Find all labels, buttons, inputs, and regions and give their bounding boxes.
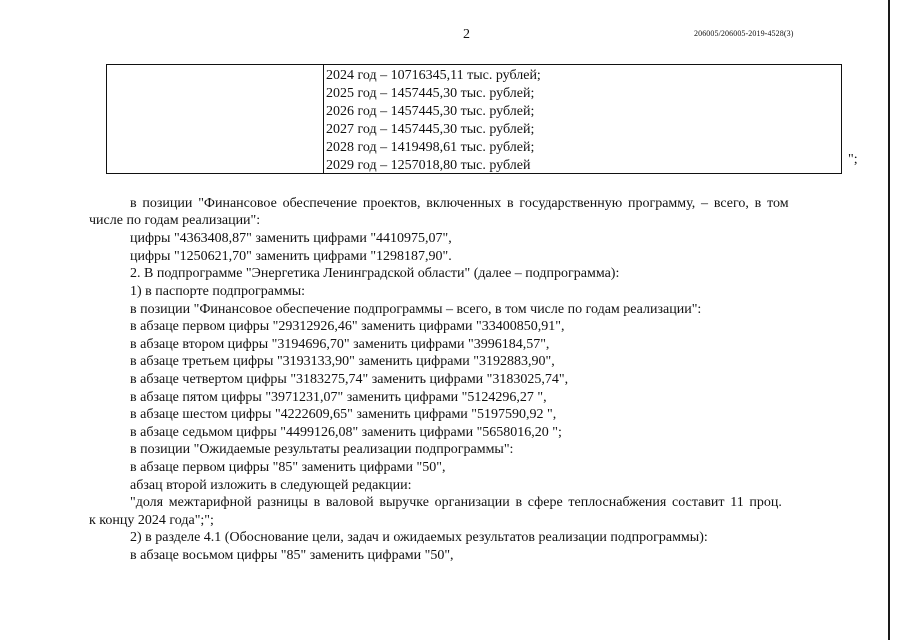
body-line: числе по годам реализации": bbox=[89, 213, 261, 228]
table-row: 2026 год – 1457445,30 тыс. рублей; bbox=[326, 104, 535, 119]
body-line: абзац второй изложить в следующей редакции: bbox=[130, 478, 412, 493]
body-line: в абзаце восьмом цифры "85" заменить цифрами "50", bbox=[130, 548, 454, 563]
body-line: в абзаце третьем цифры "3193133,90" заменить цифрами "3192883,90", bbox=[130, 354, 555, 369]
table-row: 2025 год – 1457445,30 тыс. рублей; bbox=[326, 86, 535, 101]
body-line: в абзаце втором цифры "3194696,70" заменить цифрами "3996184,57", bbox=[130, 337, 550, 352]
body-line: в абзаце седьмом цифры "4499126,08" заменить цифрами "5658016,20 "; bbox=[130, 425, 562, 440]
budget-table bbox=[106, 64, 842, 174]
body-line: 2. В подпрограмме "Энергетика Ленинградской области" (далее – подпрограмма): bbox=[130, 266, 620, 281]
body-line: в абзаце шестом цифры "4222609,65" заменить цифрами "5197590,92 ", bbox=[130, 407, 557, 422]
body-line: "доля межтарифной разницы в валовой выручке организации в сфере теплоснабжения составит 11 проц. bbox=[130, 495, 782, 510]
table-row: 2028 год – 1419498,61 тыс. рублей; bbox=[326, 140, 535, 155]
table-row: 2029 год – 1257018,80 тыс. рублей bbox=[326, 158, 531, 173]
table-right-cell bbox=[326, 67, 541, 175]
page-number: 2 bbox=[463, 27, 470, 42]
table-row: 2024 год – 10716345,11 тыс. рублей; bbox=[326, 68, 541, 83]
body-line: к концу 2024 года";"; bbox=[89, 513, 214, 528]
body-line: в абзаце пятом цифры "3971231,07" заменить цифрами "5124296,27 ", bbox=[130, 390, 547, 405]
body-line: цифры "1250621,70" заменить цифрами "1298187,90". bbox=[130, 249, 452, 264]
document-code: 206005/206005-2019-4528(3) bbox=[694, 29, 794, 38]
body-line: 1) в паспорте подпрограммы: bbox=[130, 284, 306, 299]
body-line: в абзаце четвертом цифры "3183275,74" заменить цифрами "3183025,74", bbox=[130, 372, 569, 387]
body-line: в позиции "Финансовое обеспечение подпрограммы – всего, в том числе по годам реализации": bbox=[130, 302, 702, 317]
body-line: в позиции "Финансовое обеспечение проектов, включенных в государственную программу, – всего, в том bbox=[130, 196, 789, 211]
page-edge-line bbox=[888, 0, 890, 640]
table-left-cell bbox=[107, 65, 324, 173]
table-row: 2027 год – 1457445,30 тыс. рублей; bbox=[326, 122, 535, 137]
table-closing-quote: "; bbox=[848, 152, 858, 167]
body-line: 2) в разделе 4.1 (Обоснование цели, задач и ожидаемых результатов реализации подпрограммы): bbox=[130, 530, 708, 545]
body-line: цифры "4363408,87" заменить цифрами "4410975,07", bbox=[130, 231, 452, 246]
body-line: в абзаце первом цифры "29312926,46" заменить цифрами "33400850,91", bbox=[130, 319, 565, 334]
body-line: в абзаце первом цифры "85" заменить цифрами "50", bbox=[130, 460, 446, 475]
body-line: в позиции "Ожидаемые результаты реализации подпрограммы": bbox=[130, 442, 514, 457]
